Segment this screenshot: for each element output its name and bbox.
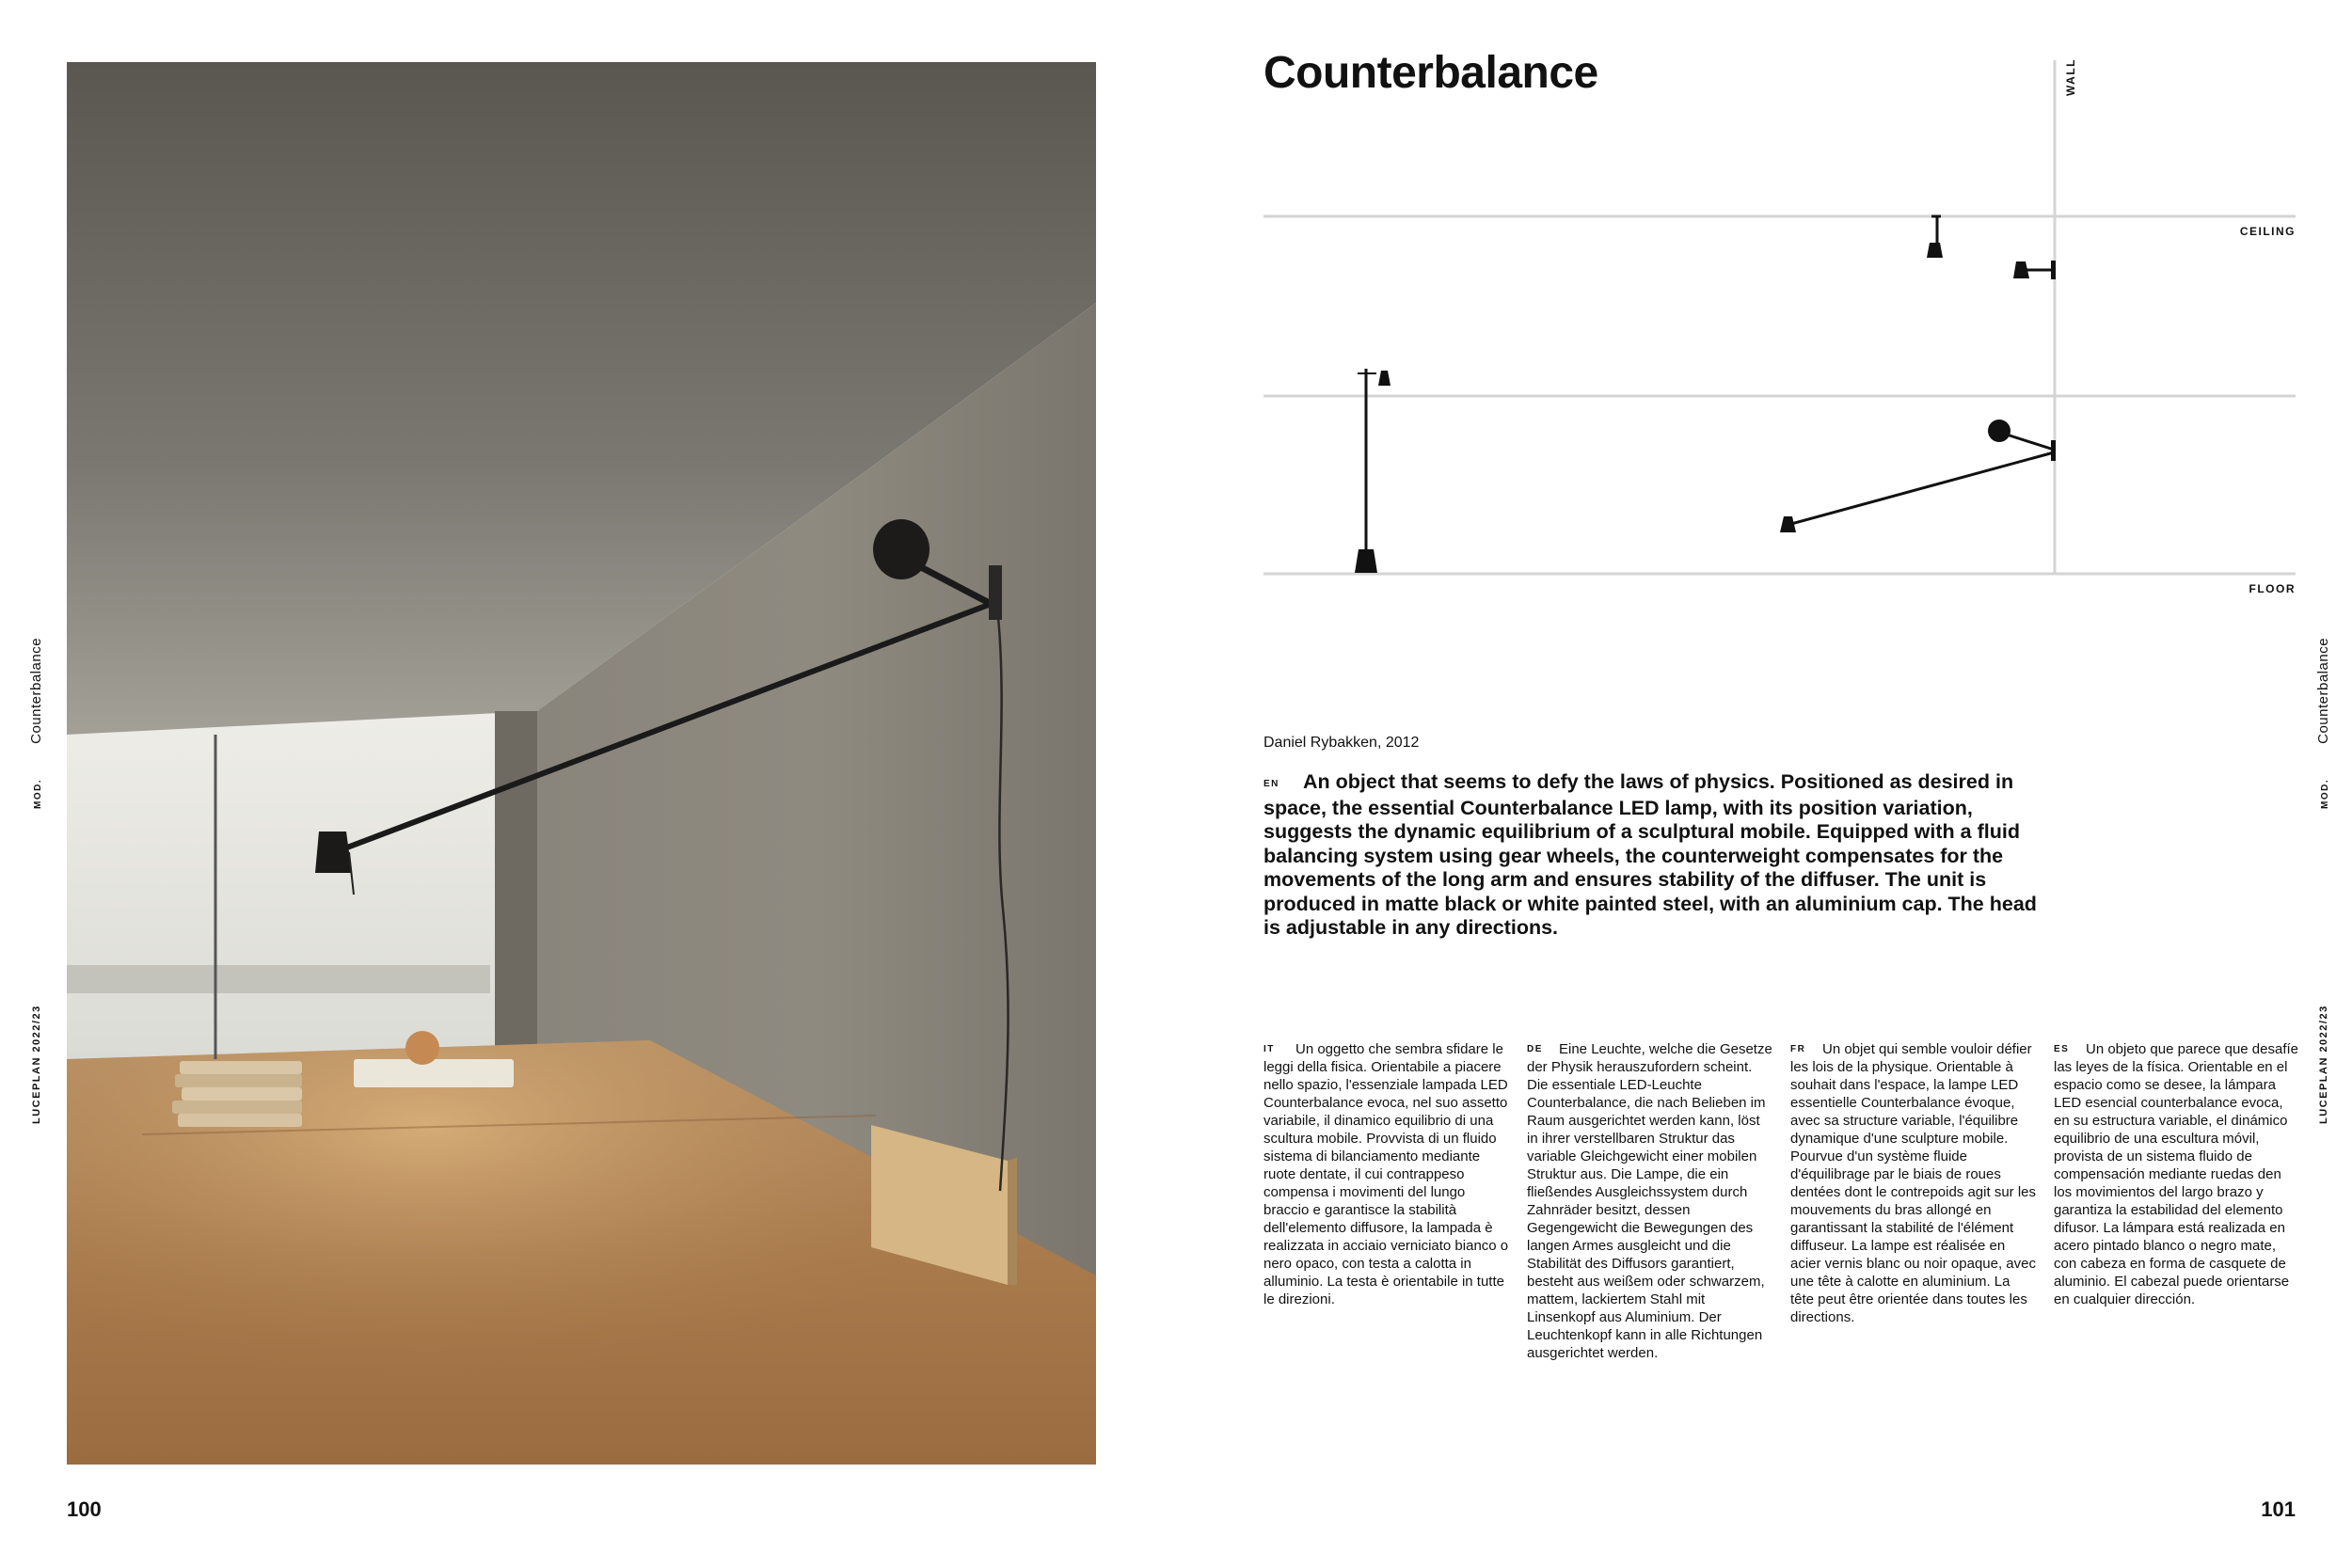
floor-label: FLOOR bbox=[2249, 582, 2296, 595]
english-description bbox=[1263, 770, 2044, 941]
chair-side bbox=[1008, 1158, 1017, 1285]
sidebar-mod-label: MOD. bbox=[33, 778, 43, 809]
distant-landscape bbox=[67, 965, 490, 993]
lang-code-en: EN bbox=[1263, 779, 1279, 789]
left-sidebar-section bbox=[28, 638, 44, 809]
sidebar-catalog-right: LUCEPLAN 2022/23 bbox=[2318, 1005, 2329, 1124]
book-stack bbox=[172, 1061, 302, 1127]
french-column bbox=[1790, 1040, 2037, 1326]
designer-credit: Daniel Rybakken, 2012 bbox=[1263, 735, 1420, 751]
lang-code-es: ES bbox=[2054, 1044, 2070, 1054]
lang-code-fr: FR bbox=[1790, 1044, 1806, 1054]
italian-text: Un oggetto che sembra sfidare le leggi della fisica. Orientabile a piacere nello spazio, l'essenziale lampada LED Counterbalance evoca, nel suo assetto variabile, il dinamico equilibrio di una scultura mobile. Provvista di un fluido sistema di bilanciamento mediante ruote dentate, il cui contrappeso compensa i movimenti del lungo braccio e garantisce la stabilità dell'elemento diffusore, la lampada è realizzata in acciaio verniciato bianco o nero opaco, con testa a calotta in alluminio. La testa è orientabile in tutte le direzioni. bbox=[1263, 1041, 1509, 1307]
lang-code-de: DE bbox=[1527, 1044, 1543, 1054]
product-photo bbox=[67, 62, 1096, 1465]
right-sidebar-catalog bbox=[2315, 1005, 2329, 1124]
wall-label: WALL bbox=[2064, 60, 2077, 96]
ceiling-label: CEILING bbox=[2239, 225, 2296, 238]
wall-lamp-small-icon bbox=[2013, 261, 2056, 279]
lang-code-it: IT bbox=[1263, 1044, 1275, 1054]
lamp-shade bbox=[315, 832, 352, 873]
ceiling-lamp-icon bbox=[1927, 216, 1943, 258]
italian-column bbox=[1263, 1040, 1510, 1308]
page-title: Counterbalance bbox=[1263, 48, 1598, 98]
page-number-left: 100 bbox=[67, 1497, 102, 1521]
sidebar-catalog: LUCEPLAN 2022/23 bbox=[31, 1005, 42, 1124]
wall-lamp-long-arm-icon bbox=[1780, 420, 2056, 532]
mounting-diagram bbox=[1263, 60, 2296, 596]
french-text: Un objet qui semble vouloir défier les lois de la physique. Orientable à souhait dans l'espace, la lampe LED essentielle Counterbalance évoque, avec sa structure variable, l'équilibre dynamique d'une sculpture mobile. Pourvue d'un système fluide d'équilibrage par le biais de roues dentées dont le contrepoids agit sur les mouvements du bras allongé en garantissant la stabilité de l'élément diffuseur. La lampe est réalisée en acier vernis blanc ou noir opaque, avec une tête à calotte en aluminium. La tête peut être orientée dans toutes les directions. bbox=[1790, 1041, 2036, 1325]
german-text: Eine Leuchte, welche die Gesetze der Physik herauszufordern scheint. Die essentiale LED-Leuchte Counterbalance, die nach Belieben im Raum ausgerichtet werden kann, löst in ihrer verstellbaren Struktur das variable Gleichgewicht einer mobilen Struktur aus. Die Lampe, die ein fließendes Ausgleichssystem durch Zahnräder besitzt, dessen Gegengewicht die Bewegungen des langen Armes ausgleicht und die Stabilität des Diffusors garantiert, besteht aus weißem oder schwarzem, mattem, lackiertem Stahl mit Linsenkopf aus Aluminium. Der Leuchtenkopf kann in alle Richtungen ausgerichtet werden. bbox=[1527, 1041, 1772, 1361]
page-number-right: 101 bbox=[2261, 1497, 2296, 1521]
sidebar-product-name: Counterbalance bbox=[28, 637, 44, 744]
sidebar-mod-label-right: MOD. bbox=[2320, 778, 2330, 809]
left-sidebar-catalog bbox=[28, 1005, 42, 1124]
open-book bbox=[354, 1059, 514, 1087]
spanish-column bbox=[2054, 1040, 2300, 1308]
sidebar-product-name-right: Counterbalance bbox=[2315, 637, 2331, 744]
right-sidebar-section bbox=[2315, 638, 2331, 809]
lamp-wall-bracket bbox=[989, 565, 1002, 620]
floor-lamp-icon bbox=[1355, 369, 1391, 573]
wooden-ball bbox=[405, 1031, 439, 1065]
english-text: An object that seems to defy the laws of physics. Positioned as desired in space, the essential Counterbalance LED lamp, with its position variation, suggests the dynamic equilibrium of a sculptural mobile. Equipped with a fluid balancing system using gear wheels, the counterweight compensates for the movements of the long arm and ensures stability of the diffuser. The unit is produced in matte black or white painted steel, with an aluminium cap. The head is adjustable in any directions. bbox=[1263, 770, 2037, 939]
spanish-text: Un objeto que parece que desafíe las leyes de la física. Orientable en el espacio como se desee, la lámpara LED esencial counterbalance evoca, en su estructura variable, el dinámico equilibrio de una escultura móvil, provista de un sistema fluido de compensación mediante ruedas den los movimientos del largo brazo y garantiza la estabilidad del elemento difusor. La lámpara está realizada en acero pintado blanco o negro mate, con cabeza en forma de casquete de aluminio. El cabezal puede orientarse en cualquier dirección. bbox=[2054, 1041, 2299, 1307]
lamp-counterweight bbox=[873, 519, 930, 579]
german-column bbox=[1527, 1040, 1773, 1362]
